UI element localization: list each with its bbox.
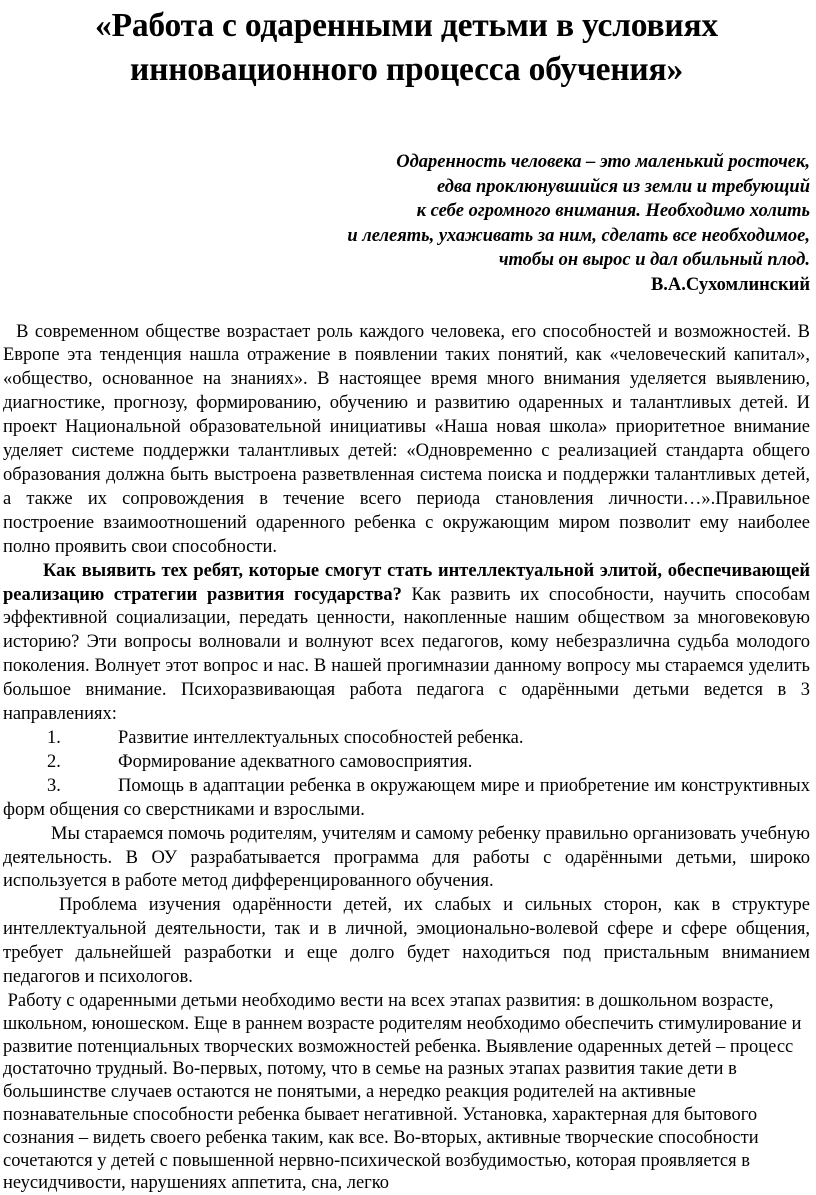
title-line-1: «Работа с одаренными детьми в условиях bbox=[95, 7, 718, 44]
list-text: Развитие интеллектуальных способностей ребенка. bbox=[118, 727, 524, 748]
epigraph-line: к себе огромного внимания. Необходимо холить bbox=[416, 201, 810, 222]
list-number: 1. bbox=[47, 727, 61, 748]
document-title bbox=[3, 4, 810, 92]
list-item bbox=[3, 775, 810, 823]
document-body bbox=[3, 321, 815, 1195]
paragraph-parents: Мы стараемся помочь родителям, учителям и самому ребенку правильно организовать учебную деятельность. В ОУ разрабатывается программа для работы с одарёнными детьми, широко используется в работе метод дифференцированного обучения. bbox=[3, 823, 810, 892]
list-text: Формирование адекватного самовосприятия. bbox=[118, 751, 473, 772]
paragraph-problem: Проблема изучения одарённости детей, их слабых и сильных сторон, как в структуре интеллектуальной деятельности, так и в личной, эмоционально-волевой сфере и сфере общения, требует дальнейшей разработки и еще долго будет находиться под пристальным вниманием педагогов и психологов. bbox=[3, 895, 810, 988]
list-text: Помощь в адаптации ребенка в окружающем мире и приобретение им конструктивных форм общения со сверстниками и взрослыми. bbox=[3, 775, 810, 820]
list-item bbox=[3, 751, 810, 775]
key-question: Как выявить тех ребят, которые смогут стать интеллектуальной элитой, обеспечивающей реализацию стратегии развития государства? bbox=[3, 560, 810, 605]
list-number: 3. bbox=[47, 775, 61, 796]
directions-list bbox=[3, 727, 810, 823]
paragraph-intro: В современном обществе возрастает роль каждого человека, его способностей и возможностей. В Европе эта тенденция нашла отражение в появлении таких понятий, как «человеческий капитал», «общество, основанное на знаниях». В настоящее время много внимания уделяется выявлению, диагностике, прогнозу, формированию, обучению и развитию одаренных и талантливых детей. И проект Национальной образовательной инициативы «Наша новая школа» приоритетное внимание уделяет системе поддержки талантливых детей: «Одновременно с реализацией стандарта общего образования должна быть выстроена разветвленная система поиска и поддержки талантливых детей, а также их сопровождения в течение всего периода становления личности…».Правильное построение взаимоотношений одаренного ребенка с окружающим миром позволит ему наиболее полно проявить свои способности. bbox=[3, 321, 815, 557]
list-item bbox=[3, 727, 810, 751]
title-line-2: инновационного процесса обучения» bbox=[129, 51, 684, 88]
paragraph-question-text: Как развить их способности, научить способам эффективной социализации, передать ценности, накопленные нашим обществом за многовековую историю? Эти вопросы волновали и волнуют всех педагогов, кому небезразлична судьба молодого поколения. Волнует этот вопрос и нас. В нашей прогимназии данному вопросу мы стараемся уделить большое внимание. Психоразвивающая работа педагога с одарёнными детьми ведется в 3 направлениях: bbox=[3, 584, 811, 725]
list-number: 2. bbox=[47, 751, 61, 772]
epigraph-author: В.А.Сухомлинский bbox=[650, 274, 810, 295]
epigraph-line: и лелеять, ухаживать за ним, сделать все необходимое, bbox=[347, 225, 810, 246]
epigraph bbox=[3, 150, 810, 298]
epigraph-line: Одаренность человека – это маленький росточек, bbox=[396, 152, 810, 172]
epigraph-line: едва проклюнувшийся из земли и требующий bbox=[437, 176, 810, 197]
paragraph-stages: Работу с одаренными детьми необходимо вести на всех этапах развития: в дошкольном возрасте, школьном, юношеском. Еще в раннем возрасте родителям необходимо обеспечить стимулирование и развитие потенциальных творческих возможностей ребенка. Выявление одаренных детей – процесс достаточно трудный. Во-первых, потому, что в семье на разных этапах развития такие дети в большинстве случаев остаются не понятыми, а нередко реакция родителей на активные познавательные способности ребенка бывает негативной. Установка, характерная для бытового сознания – видеть своего ребенка таким, как все. Во-вторых, активные творческие способности сочетаются у детей с повышенной нервно-психической возбудимостью, которая проявляется в неусидчивости, нарушениях аппетита, сна, легко bbox=[3, 990, 807, 1194]
epigraph-line: чтобы он вырос и дал обильный плод. bbox=[498, 250, 810, 271]
paragraph-question bbox=[3, 560, 810, 727]
